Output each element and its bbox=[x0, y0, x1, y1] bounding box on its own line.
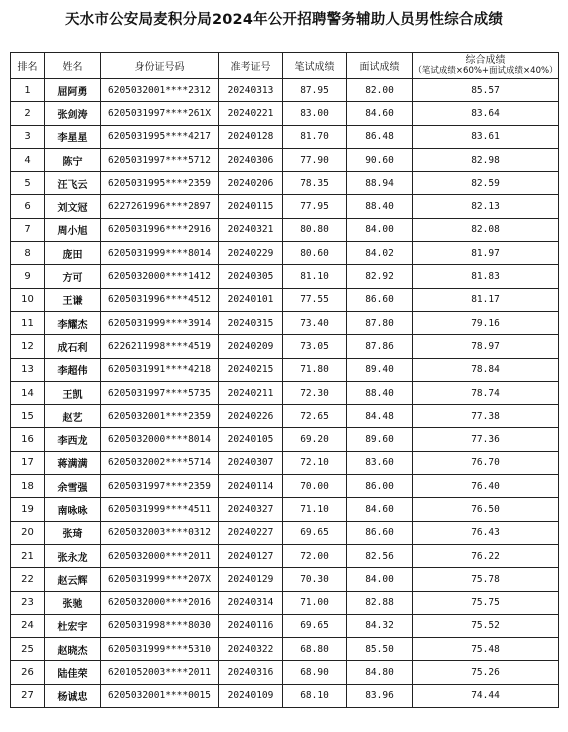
table-row bbox=[11, 521, 559, 544]
cell-rank: 17 bbox=[11, 451, 45, 474]
score-table bbox=[10, 52, 559, 708]
cell-name: 李星星 bbox=[45, 125, 101, 148]
cell-rank: 1 bbox=[11, 79, 45, 102]
cell-name: 李耀杰 bbox=[45, 311, 101, 334]
cell-exam-no: 20240129 bbox=[219, 568, 283, 591]
cell-exam-no: 20240209 bbox=[219, 335, 283, 358]
cell-composite: 81.17 bbox=[413, 288, 559, 311]
table-row bbox=[11, 591, 559, 614]
cell-id: 6205031995****4217 bbox=[101, 125, 219, 148]
table-row bbox=[11, 172, 559, 195]
cell-id: 6205031999****8014 bbox=[101, 242, 219, 265]
cell-rank: 3 bbox=[11, 125, 45, 148]
cell-name: 汪飞云 bbox=[45, 172, 101, 195]
cell-exam-no: 20240221 bbox=[219, 102, 283, 125]
cell-written: 70.00 bbox=[283, 475, 347, 498]
cell-id: 6227261996****2897 bbox=[101, 195, 219, 218]
cell-exam-no: 20240306 bbox=[219, 148, 283, 171]
cell-interview: 82.56 bbox=[347, 544, 413, 567]
cell-id: 6205031998****8030 bbox=[101, 614, 219, 637]
cell-exam-no: 20240115 bbox=[219, 195, 283, 218]
cell-rank: 27 bbox=[11, 684, 45, 707]
cell-composite: 76.40 bbox=[413, 475, 559, 498]
cell-rank: 21 bbox=[11, 544, 45, 567]
cell-name: 李超伟 bbox=[45, 358, 101, 381]
cell-interview: 84.60 bbox=[347, 102, 413, 125]
cell-rank: 9 bbox=[11, 265, 45, 288]
cell-name: 王凯 bbox=[45, 381, 101, 404]
cell-exam-no: 20240321 bbox=[219, 218, 283, 241]
cell-rank: 25 bbox=[11, 638, 45, 661]
cell-written: 72.30 bbox=[283, 381, 347, 404]
table-header-row bbox=[11, 53, 559, 79]
cell-interview: 89.40 bbox=[347, 358, 413, 381]
cell-interview: 84.02 bbox=[347, 242, 413, 265]
cell-name: 陆佳荣 bbox=[45, 661, 101, 684]
cell-interview: 87.86 bbox=[347, 335, 413, 358]
table-row bbox=[11, 311, 559, 334]
cell-rank: 26 bbox=[11, 661, 45, 684]
cell-composite: 78.84 bbox=[413, 358, 559, 381]
header-composite-formula: （笔试成绩×60%+面试成绩×40%） bbox=[413, 65, 558, 76]
header-name: 姓名 bbox=[45, 53, 101, 79]
cell-written: 80.60 bbox=[283, 242, 347, 265]
cell-composite: 82.59 bbox=[413, 172, 559, 195]
cell-name: 方可 bbox=[45, 265, 101, 288]
cell-interview: 84.48 bbox=[347, 405, 413, 428]
cell-composite: 75.75 bbox=[413, 591, 559, 614]
cell-exam-no: 20240206 bbox=[219, 172, 283, 195]
cell-exam-no: 20240226 bbox=[219, 405, 283, 428]
cell-name: 张剑涛 bbox=[45, 102, 101, 125]
table-row bbox=[11, 661, 559, 684]
cell-interview: 84.60 bbox=[347, 498, 413, 521]
cell-written: 71.00 bbox=[283, 591, 347, 614]
table-row bbox=[11, 242, 559, 265]
table-row bbox=[11, 405, 559, 428]
cell-written: 68.80 bbox=[283, 638, 347, 661]
cell-written: 72.65 bbox=[283, 405, 347, 428]
cell-rank: 16 bbox=[11, 428, 45, 451]
cell-rank: 5 bbox=[11, 172, 45, 195]
cell-written: 68.10 bbox=[283, 684, 347, 707]
cell-exam-no: 20240315 bbox=[219, 311, 283, 334]
cell-interview: 86.00 bbox=[347, 475, 413, 498]
cell-written: 68.90 bbox=[283, 661, 347, 684]
cell-exam-no: 20240327 bbox=[219, 498, 283, 521]
cell-rank: 22 bbox=[11, 568, 45, 591]
header-interview: 面试成绩 bbox=[347, 53, 413, 79]
cell-rank: 8 bbox=[11, 242, 45, 265]
cell-interview: 84.80 bbox=[347, 661, 413, 684]
cell-interview: 88.94 bbox=[347, 172, 413, 195]
header-rank: 排名 bbox=[11, 53, 45, 79]
cell-id: 6205031997****261X bbox=[101, 102, 219, 125]
table-row bbox=[11, 358, 559, 381]
cell-exam-no: 20240114 bbox=[219, 475, 283, 498]
cell-written: 80.80 bbox=[283, 218, 347, 241]
cell-written: 69.65 bbox=[283, 521, 347, 544]
table-row bbox=[11, 544, 559, 567]
cell-interview: 84.32 bbox=[347, 614, 413, 637]
cell-written: 83.00 bbox=[283, 102, 347, 125]
cell-rank: 10 bbox=[11, 288, 45, 311]
cell-id: 6205031996****2916 bbox=[101, 218, 219, 241]
cell-composite: 75.26 bbox=[413, 661, 559, 684]
cell-exam-no: 20240215 bbox=[219, 358, 283, 381]
cell-interview: 88.40 bbox=[347, 195, 413, 218]
cell-composite: 79.16 bbox=[413, 311, 559, 334]
cell-id: 6205031995****2359 bbox=[101, 172, 219, 195]
cell-exam-no: 20240314 bbox=[219, 591, 283, 614]
cell-name: 刘文冠 bbox=[45, 195, 101, 218]
cell-interview: 84.00 bbox=[347, 568, 413, 591]
cell-exam-no: 20240116 bbox=[219, 614, 283, 637]
cell-composite: 74.44 bbox=[413, 684, 559, 707]
cell-name: 张琦 bbox=[45, 521, 101, 544]
cell-interview: 83.96 bbox=[347, 684, 413, 707]
header-id: 身份证号码 bbox=[101, 53, 219, 79]
cell-id: 6205031997****5735 bbox=[101, 381, 219, 404]
cell-interview: 86.48 bbox=[347, 125, 413, 148]
cell-written: 69.65 bbox=[283, 614, 347, 637]
cell-composite: 75.78 bbox=[413, 568, 559, 591]
cell-interview: 87.80 bbox=[347, 311, 413, 334]
cell-name: 杨诚忠 bbox=[45, 684, 101, 707]
cell-name: 周小旭 bbox=[45, 218, 101, 241]
cell-id: 6205031997****2359 bbox=[101, 475, 219, 498]
cell-id: 6205032001****0015 bbox=[101, 684, 219, 707]
cell-id: 6205031996****4512 bbox=[101, 288, 219, 311]
cell-exam-no: 20240127 bbox=[219, 544, 283, 567]
cell-name: 赵艺 bbox=[45, 405, 101, 428]
document-title: 天水市公安局麦积分局2024年公开招聘警务辅助人员男性综合成绩 bbox=[64, 12, 504, 28]
table-row bbox=[11, 498, 559, 521]
table-row bbox=[11, 265, 559, 288]
cell-written: 71.80 bbox=[283, 358, 347, 381]
cell-interview: 88.40 bbox=[347, 381, 413, 404]
cell-exam-no: 20240101 bbox=[219, 288, 283, 311]
cell-exam-no: 20240211 bbox=[219, 381, 283, 404]
cell-written: 87.95 bbox=[283, 79, 347, 102]
cell-rank: 11 bbox=[11, 311, 45, 334]
cell-name: 蒋满满 bbox=[45, 451, 101, 474]
cell-interview: 85.50 bbox=[347, 638, 413, 661]
table-row bbox=[11, 428, 559, 451]
table-row bbox=[11, 475, 559, 498]
cell-id: 6205031999****4511 bbox=[101, 498, 219, 521]
cell-written: 71.10 bbox=[283, 498, 347, 521]
cell-id: 6205031997****5712 bbox=[101, 148, 219, 171]
cell-composite: 83.61 bbox=[413, 125, 559, 148]
cell-interview: 90.60 bbox=[347, 148, 413, 171]
cell-name: 余雪强 bbox=[45, 475, 101, 498]
cell-interview: 86.60 bbox=[347, 288, 413, 311]
cell-written: 72.00 bbox=[283, 544, 347, 567]
cell-composite: 82.13 bbox=[413, 195, 559, 218]
cell-id: 6226211998****4519 bbox=[101, 335, 219, 358]
cell-composite: 85.57 bbox=[413, 79, 559, 102]
cell-id: 6205031991****4218 bbox=[101, 358, 219, 381]
cell-id: 6205032001****2312 bbox=[101, 79, 219, 102]
cell-name: 庞田 bbox=[45, 242, 101, 265]
cell-name: 赵晓杰 bbox=[45, 638, 101, 661]
table-row bbox=[11, 335, 559, 358]
cell-written: 78.35 bbox=[283, 172, 347, 195]
cell-composite: 76.50 bbox=[413, 498, 559, 521]
cell-written: 81.70 bbox=[283, 125, 347, 148]
cell-written: 69.20 bbox=[283, 428, 347, 451]
cell-name: 屈阿勇 bbox=[45, 79, 101, 102]
cell-exam-no: 20240229 bbox=[219, 242, 283, 265]
cell-composite: 82.98 bbox=[413, 148, 559, 171]
cell-composite: 83.64 bbox=[413, 102, 559, 125]
table-row bbox=[11, 684, 559, 707]
cell-name: 赵云辉 bbox=[45, 568, 101, 591]
table-row bbox=[11, 568, 559, 591]
cell-rank: 4 bbox=[11, 148, 45, 171]
cell-name: 王谦 bbox=[45, 288, 101, 311]
cell-exam-no: 20240322 bbox=[219, 638, 283, 661]
cell-interview: 89.60 bbox=[347, 428, 413, 451]
table-row bbox=[11, 451, 559, 474]
cell-exam-no: 20240105 bbox=[219, 428, 283, 451]
cell-written: 81.10 bbox=[283, 265, 347, 288]
cell-exam-no: 20240305 bbox=[219, 265, 283, 288]
cell-id: 6205031999****207X bbox=[101, 568, 219, 591]
cell-written: 77.55 bbox=[283, 288, 347, 311]
cell-interview: 83.60 bbox=[347, 451, 413, 474]
header-composite-label: 综合成绩 bbox=[465, 54, 506, 66]
header-written: 笔试成绩 bbox=[283, 53, 347, 79]
cell-name: 李西龙 bbox=[45, 428, 101, 451]
table-row bbox=[11, 381, 559, 404]
cell-written: 72.10 bbox=[283, 451, 347, 474]
cell-exam-no: 20240316 bbox=[219, 661, 283, 684]
cell-written: 70.30 bbox=[283, 568, 347, 591]
cell-rank: 23 bbox=[11, 591, 45, 614]
cell-composite: 78.74 bbox=[413, 381, 559, 404]
cell-interview: 82.92 bbox=[347, 265, 413, 288]
cell-composite: 81.83 bbox=[413, 265, 559, 288]
table-row bbox=[11, 614, 559, 637]
table-row bbox=[11, 79, 559, 102]
cell-name: 陈宁 bbox=[45, 148, 101, 171]
cell-rank: 24 bbox=[11, 614, 45, 637]
cell-composite: 76.43 bbox=[413, 521, 559, 544]
cell-interview: 84.00 bbox=[347, 218, 413, 241]
cell-interview: 82.88 bbox=[347, 591, 413, 614]
cell-id: 6205032000****2011 bbox=[101, 544, 219, 567]
cell-id: 6205031999****5310 bbox=[101, 638, 219, 661]
cell-written: 73.05 bbox=[283, 335, 347, 358]
cell-interview: 82.00 bbox=[347, 79, 413, 102]
table-row bbox=[11, 195, 559, 218]
cell-rank: 7 bbox=[11, 218, 45, 241]
cell-rank: 14 bbox=[11, 381, 45, 404]
cell-composite: 77.36 bbox=[413, 428, 559, 451]
cell-composite: 75.52 bbox=[413, 614, 559, 637]
cell-rank: 18 bbox=[11, 475, 45, 498]
header-composite bbox=[413, 53, 559, 79]
cell-rank: 15 bbox=[11, 405, 45, 428]
cell-rank: 19 bbox=[11, 498, 45, 521]
cell-rank: 20 bbox=[11, 521, 45, 544]
cell-name: 张驰 bbox=[45, 591, 101, 614]
cell-composite: 77.38 bbox=[413, 405, 559, 428]
cell-id: 6205032000****2016 bbox=[101, 591, 219, 614]
cell-written: 77.95 bbox=[283, 195, 347, 218]
cell-exam-no: 20240313 bbox=[219, 79, 283, 102]
table-row bbox=[11, 148, 559, 171]
cell-id: 6205032001****2359 bbox=[101, 405, 219, 428]
cell-exam-no: 20240227 bbox=[219, 521, 283, 544]
cell-rank: 6 bbox=[11, 195, 45, 218]
cell-name: 张永龙 bbox=[45, 544, 101, 567]
cell-rank: 12 bbox=[11, 335, 45, 358]
cell-composite: 81.97 bbox=[413, 242, 559, 265]
cell-composite: 76.70 bbox=[413, 451, 559, 474]
cell-composite: 78.97 bbox=[413, 335, 559, 358]
cell-id: 6205032003****0312 bbox=[101, 521, 219, 544]
table-row bbox=[11, 102, 559, 125]
cell-composite: 76.22 bbox=[413, 544, 559, 567]
cell-exam-no: 20240109 bbox=[219, 684, 283, 707]
cell-name: 南咏咏 bbox=[45, 498, 101, 521]
cell-id: 6205032000****8014 bbox=[101, 428, 219, 451]
cell-exam-no: 20240128 bbox=[219, 125, 283, 148]
table-row bbox=[11, 218, 559, 241]
table-body bbox=[11, 79, 559, 708]
cell-id: 6201052003****2011 bbox=[101, 661, 219, 684]
header-exam-no: 准考证号 bbox=[219, 53, 283, 79]
cell-exam-no: 20240307 bbox=[219, 451, 283, 474]
cell-composite: 75.48 bbox=[413, 638, 559, 661]
cell-name: 成石利 bbox=[45, 335, 101, 358]
cell-id: 6205031999****3914 bbox=[101, 311, 219, 334]
cell-written: 77.90 bbox=[283, 148, 347, 171]
cell-interview: 86.60 bbox=[347, 521, 413, 544]
table-row bbox=[11, 638, 559, 661]
cell-id: 6205032000****1412 bbox=[101, 265, 219, 288]
table-row bbox=[11, 288, 559, 311]
table-row bbox=[11, 125, 559, 148]
cell-name: 杜宏宇 bbox=[45, 614, 101, 637]
cell-composite: 82.08 bbox=[413, 218, 559, 241]
cell-id: 6205032002****5714 bbox=[101, 451, 219, 474]
cell-rank: 2 bbox=[11, 102, 45, 125]
cell-rank: 13 bbox=[11, 358, 45, 381]
cell-written: 73.40 bbox=[283, 311, 347, 334]
